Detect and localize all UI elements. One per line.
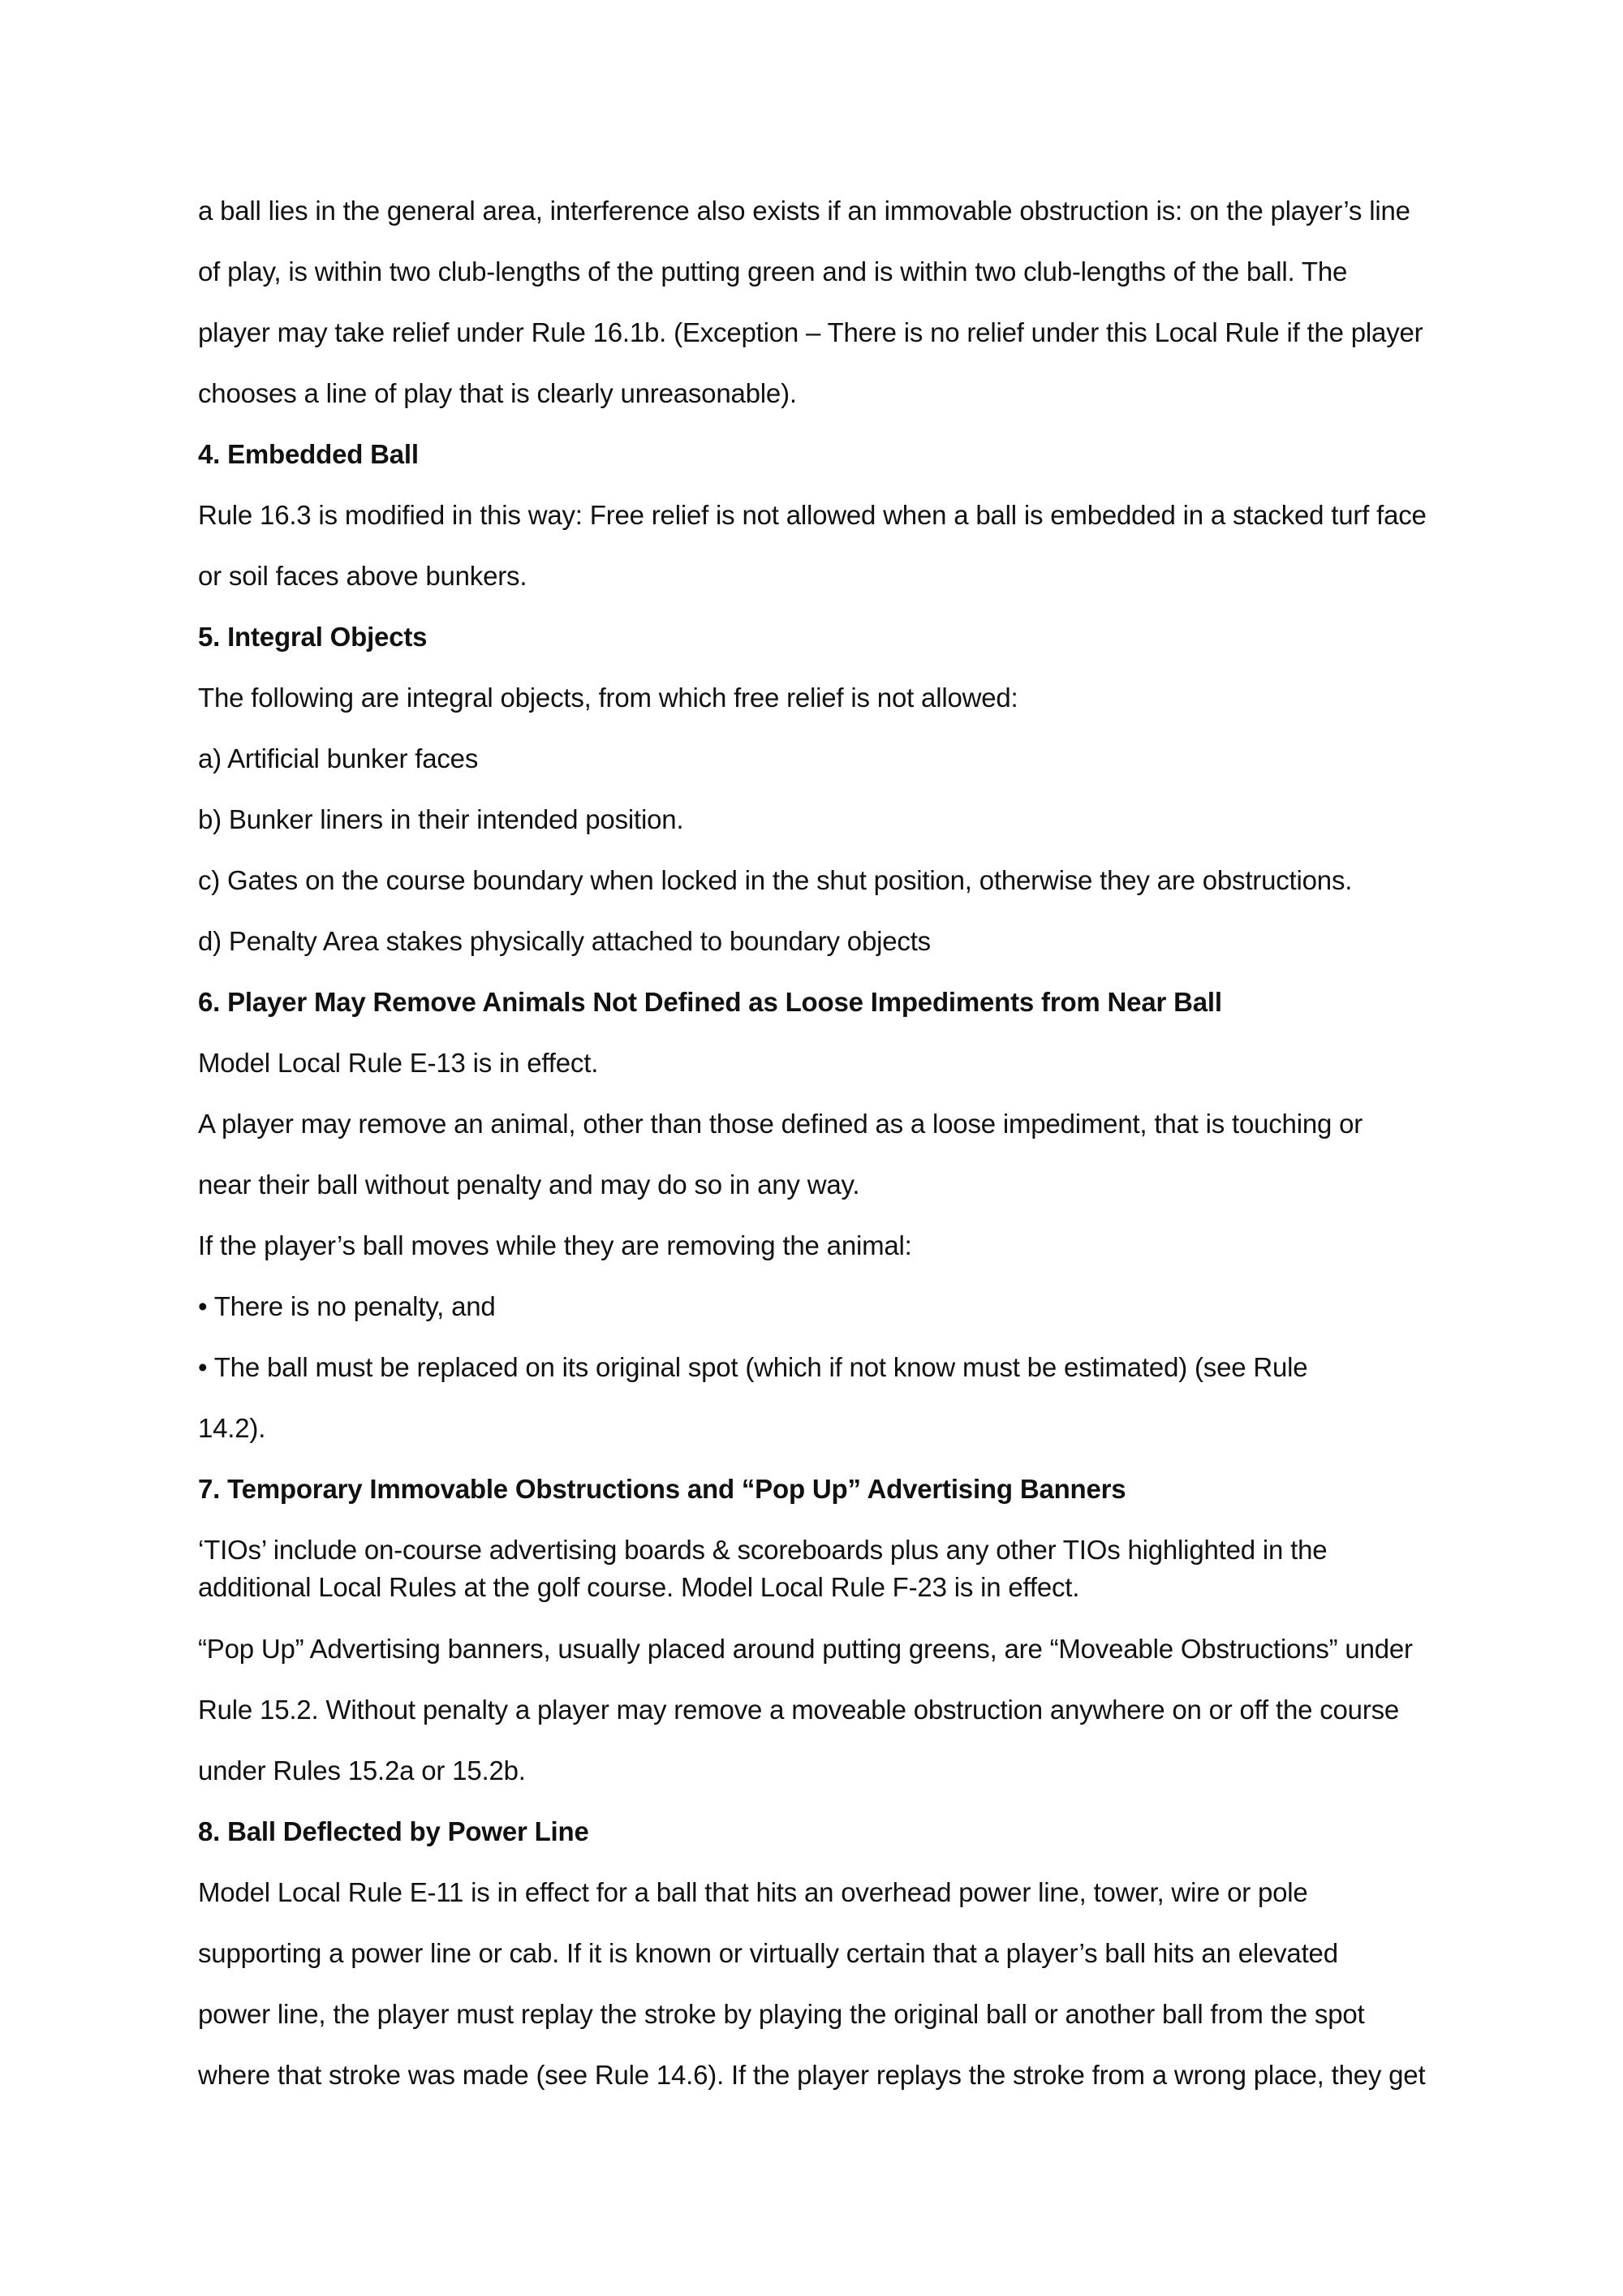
text-line: “Pop Up” Advertising banners, usually placed around putting greens, are “Moveable Obstructions” under <box>198 1634 1413 1664</box>
text-line: under Rules 15.2a or 15.2b. <box>198 1755 526 1786</box>
section-heading: 4. Embedded Ball <box>198 439 419 469</box>
text-line: chooses a line of play that is clearly unreasonable). <box>198 378 797 408</box>
text-line: additional Local Rules at the golf course. Model Local Rule F-23 is in effect. <box>198 1572 1080 1602</box>
text-line: Model Local Rule E-11 is in effect for a ball that hits an overhead power line, tower, wire or pole <box>198 1877 1308 1907</box>
text-line: or soil faces above bunkers. <box>198 561 527 591</box>
text-line: Rule 16.3 is modified in this way: Free relief is not allowed when a ball is embedded in a stacked turf face <box>198 500 1427 530</box>
text-line: A player may remove an animal, other than those defined as a loose impediment, that is touching or <box>198 1109 1363 1139</box>
text-line: If the player’s ball moves while they are removing the animal: <box>198 1230 912 1260</box>
list-item: b) Bunker liners in their intended position. <box>198 804 684 834</box>
list-item: c) Gates on the course boundary when locked in the shut position, otherwise they are obstructions. <box>198 865 1353 895</box>
text-line: 14.2). <box>198 1413 266 1443</box>
bullet-item: • The ball must be replaced on its original spot (which if not know must be estimated) (see Rule <box>198 1352 1308 1382</box>
list-item: a) Artificial bunker faces <box>198 743 479 773</box>
section-heading: 7. Temporary Immovable Obstructions and “Pop Up” Advertising Banners <box>198 1474 1126 1504</box>
text-line: The following are integral objects, from which free relief is not allowed: <box>198 683 1018 713</box>
text-line: Rule 15.2. Without penalty a player may remove a moveable obstruction anywhere on or off the course <box>198 1695 1400 1725</box>
text-line: near their ball without penalty and may do so in any way. <box>198 1170 860 1200</box>
text-line: Model Local Rule E-13 is in effect. <box>198 1048 599 1078</box>
text-line: of play, is within two club-lengths of the putting green and is within two club-lengths of the ball. The <box>198 256 1348 286</box>
text-line: where that stroke was made (see Rule 14.6). If the player replays the stroke from a wrong place, they get <box>198 2060 1426 2090</box>
text-line: ‘TIOs’ include on-course advertising boards & scoreboards plus any other TIOs highlighted in the <box>198 1535 1328 1565</box>
section-heading: 5. Integral Objects <box>198 622 428 652</box>
section-heading: 6. Player May Remove Animals Not Defined as Loose Impediments from Near Ball <box>198 987 1222 1017</box>
text-line: player may take relief under Rule 16.1b. (Exception – There is no relief under this Local Rule if the player <box>198 317 1423 347</box>
text-line: supporting a power line or cab. If it is known or virtually certain that a player’s ball hits an elevated <box>198 1938 1338 1968</box>
bullet-item: • There is no penalty, and <box>198 1291 496 1321</box>
text-line: a ball lies in the general area, interference also exists if an immovable obstruction is: on the player’s line <box>198 196 1410 226</box>
list-item: d) Penalty Area stakes physically attached to boundary objects <box>198 926 931 956</box>
section-heading: 8. Ball Deflected by Power Line <box>198 1816 589 1846</box>
text-line: power line, the player must replay the stroke by playing the original ball or another ball from the spot <box>198 1999 1365 2029</box>
